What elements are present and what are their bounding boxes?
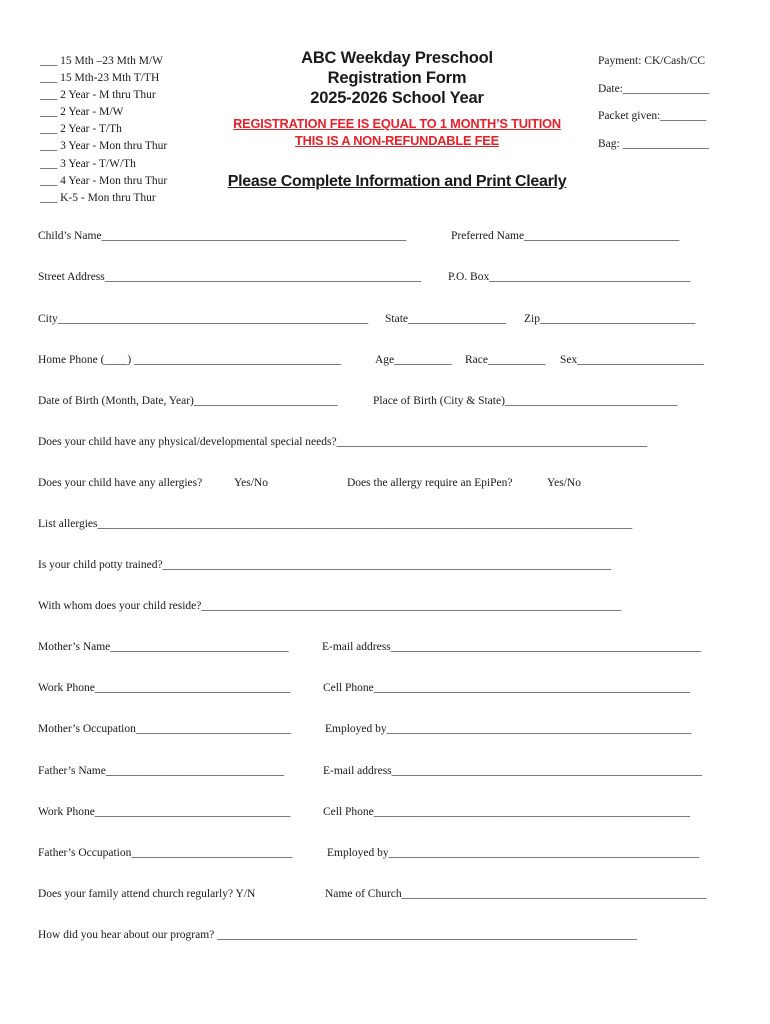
form-row-name [38,230,730,248]
special-needs-field[interactable]: Does your child have any physical/developmental special needs?______________________________________________________ [38,436,648,448]
mother-email-field[interactable]: E-mail address______________________________________________________ [322,641,702,653]
program-option[interactable]: ___ 3 Year - T/W/Th [40,157,136,170]
program-option[interactable]: ___ K-5 - Mon thru Thur [40,191,156,204]
form-row-mother-name [38,641,730,659]
father-cell-phone-field[interactable]: Cell Phone_______________________________________________________ [323,806,691,818]
form-row-mother-phone [38,682,730,700]
church-attendance-question[interactable]: Does your family attend church regularly? Y/N [38,888,256,900]
form-row-list-allergies [38,518,730,536]
church-name-field[interactable]: Name of Church_____________________________________________________ [325,888,707,900]
po-box-field[interactable]: P.O. Box___________________________________ [448,271,691,283]
mothers-name-field[interactable]: Mother’s Name_______________________________ [38,641,289,653]
zip-field[interactable]: Zip___________________________ [524,313,696,325]
race-field[interactable]: Race__________ [465,354,546,366]
program-option[interactable]: ___ 4 Year - Mon thru Thur [40,174,168,187]
place-of-birth-field[interactable]: Place of Birth (City & State)______________________________ [373,395,678,407]
school-year: 2025-2026 School Year [310,89,484,107]
form-row-father-phone [38,806,730,824]
form-row-address [38,271,730,289]
mother-cell-phone-field[interactable]: Cell Phone_______________________________________________________ [323,682,691,694]
fee-notice-line2: THIS IS A NON-REFUNDABLE FEE [295,133,499,148]
hear-about-program-field[interactable]: How did you hear about our program? _________________________________________________________________________ [38,929,637,941]
program-options-list [40,53,167,207]
epipen-yes-no[interactable]: Yes/No [547,477,581,489]
form-row-hear-about [38,929,730,947]
form-row-birth [38,395,730,413]
date-of-birth-field[interactable]: Date of Birth (Month, Date, Year)_________________________ [38,395,338,407]
form-row-phone [38,354,730,372]
program-option[interactable]: ___ 15 Mth –23 Mth M/W [40,55,163,67]
school-name: ABC Weekday Preschool [301,49,493,67]
program-option[interactable]: ___ 2 Year - M/W [40,106,124,119]
form-title: Registration Form [327,69,467,87]
state-field[interactable]: State_________________ [385,313,506,325]
city-field[interactable]: City______________________________________________________ [38,313,369,325]
fee-notice-line1: REGISTRATION FEE IS EQUAL TO 1 MONTH’S TUITION [233,116,561,131]
program-option[interactable]: ___ 15 Mth-23 Mth T/TH [40,72,160,85]
program-option[interactable]: ___ 2 Year - M thru Thur [40,89,156,102]
form-header [208,48,586,149]
form-row-reside [38,600,730,618]
allergies-yes-no[interactable]: Yes/No [234,477,268,489]
form-row-father-name [38,765,730,783]
form-row-special-needs [38,436,730,454]
allergies-question: Does your child have any allergies? [38,477,203,489]
father-email-field[interactable]: E-mail address______________________________________________________ [323,765,703,777]
preferred-name-field[interactable]: Preferred Name___________________________ [451,230,680,242]
fathers-name-field[interactable]: Father’s Name_______________________________ [38,765,285,777]
reside-with-field[interactable]: With whom does your child reside?_________________________________________________________________________ [38,600,622,612]
bag-field[interactable]: Bag: _______________ [598,137,709,150]
home-phone-field[interactable]: Home Phone (____) ____________________________________ [38,354,342,366]
fathers-occupation-field[interactable]: Father’s Occupation____________________________ [38,847,293,859]
mother-work-phone-field[interactable]: Work Phone__________________________________ [38,682,291,694]
father-work-phone-field[interactable]: Work Phone__________________________________ [38,806,291,818]
office-use-block [598,53,709,163]
packet-given-field[interactable]: Packet given:________ [598,110,707,122]
mother-employed-by-field[interactable]: Employed by_____________________________________________________ [325,723,692,735]
program-option[interactable]: ___ 3 Year - Mon thru Thur [40,140,168,153]
father-employed-by-field[interactable]: Employed by______________________________________________________ [327,847,700,859]
childs-name-field[interactable]: Child’s Name_____________________________________________________ [38,230,407,242]
mothers-occupation-field[interactable]: Mother’s Occupation___________________________ [38,723,292,735]
instruction-heading: Please Complete Information and Print Clearly [227,173,567,190]
date-field[interactable]: Date:_______________ [598,82,710,95]
epipen-question: Does the allergy require an EpiPen? [347,477,513,489]
sex-field[interactable]: Sex______________________ [560,354,704,366]
form-row-father-occupation [38,847,730,865]
form-row-allergies [38,477,730,495]
payment-field[interactable]: Payment: CK/Cash/CC [598,55,706,67]
age-field[interactable]: Age__________ [375,354,452,366]
list-allergies-field[interactable]: List allergies_____________________________________________________________________________________________ [38,518,633,530]
form-row-potty [38,559,730,577]
form-row-church [38,888,730,906]
potty-trained-field[interactable]: Is your child potty trained?______________________________________________________________________________ [38,559,612,571]
form-row-mother-occupation [38,723,730,741]
program-option[interactable]: ___ 2 Year - T/Th [40,123,122,136]
form-row-city [38,313,730,331]
street-address-field[interactable]: Street Address_______________________________________________________ [38,271,422,283]
